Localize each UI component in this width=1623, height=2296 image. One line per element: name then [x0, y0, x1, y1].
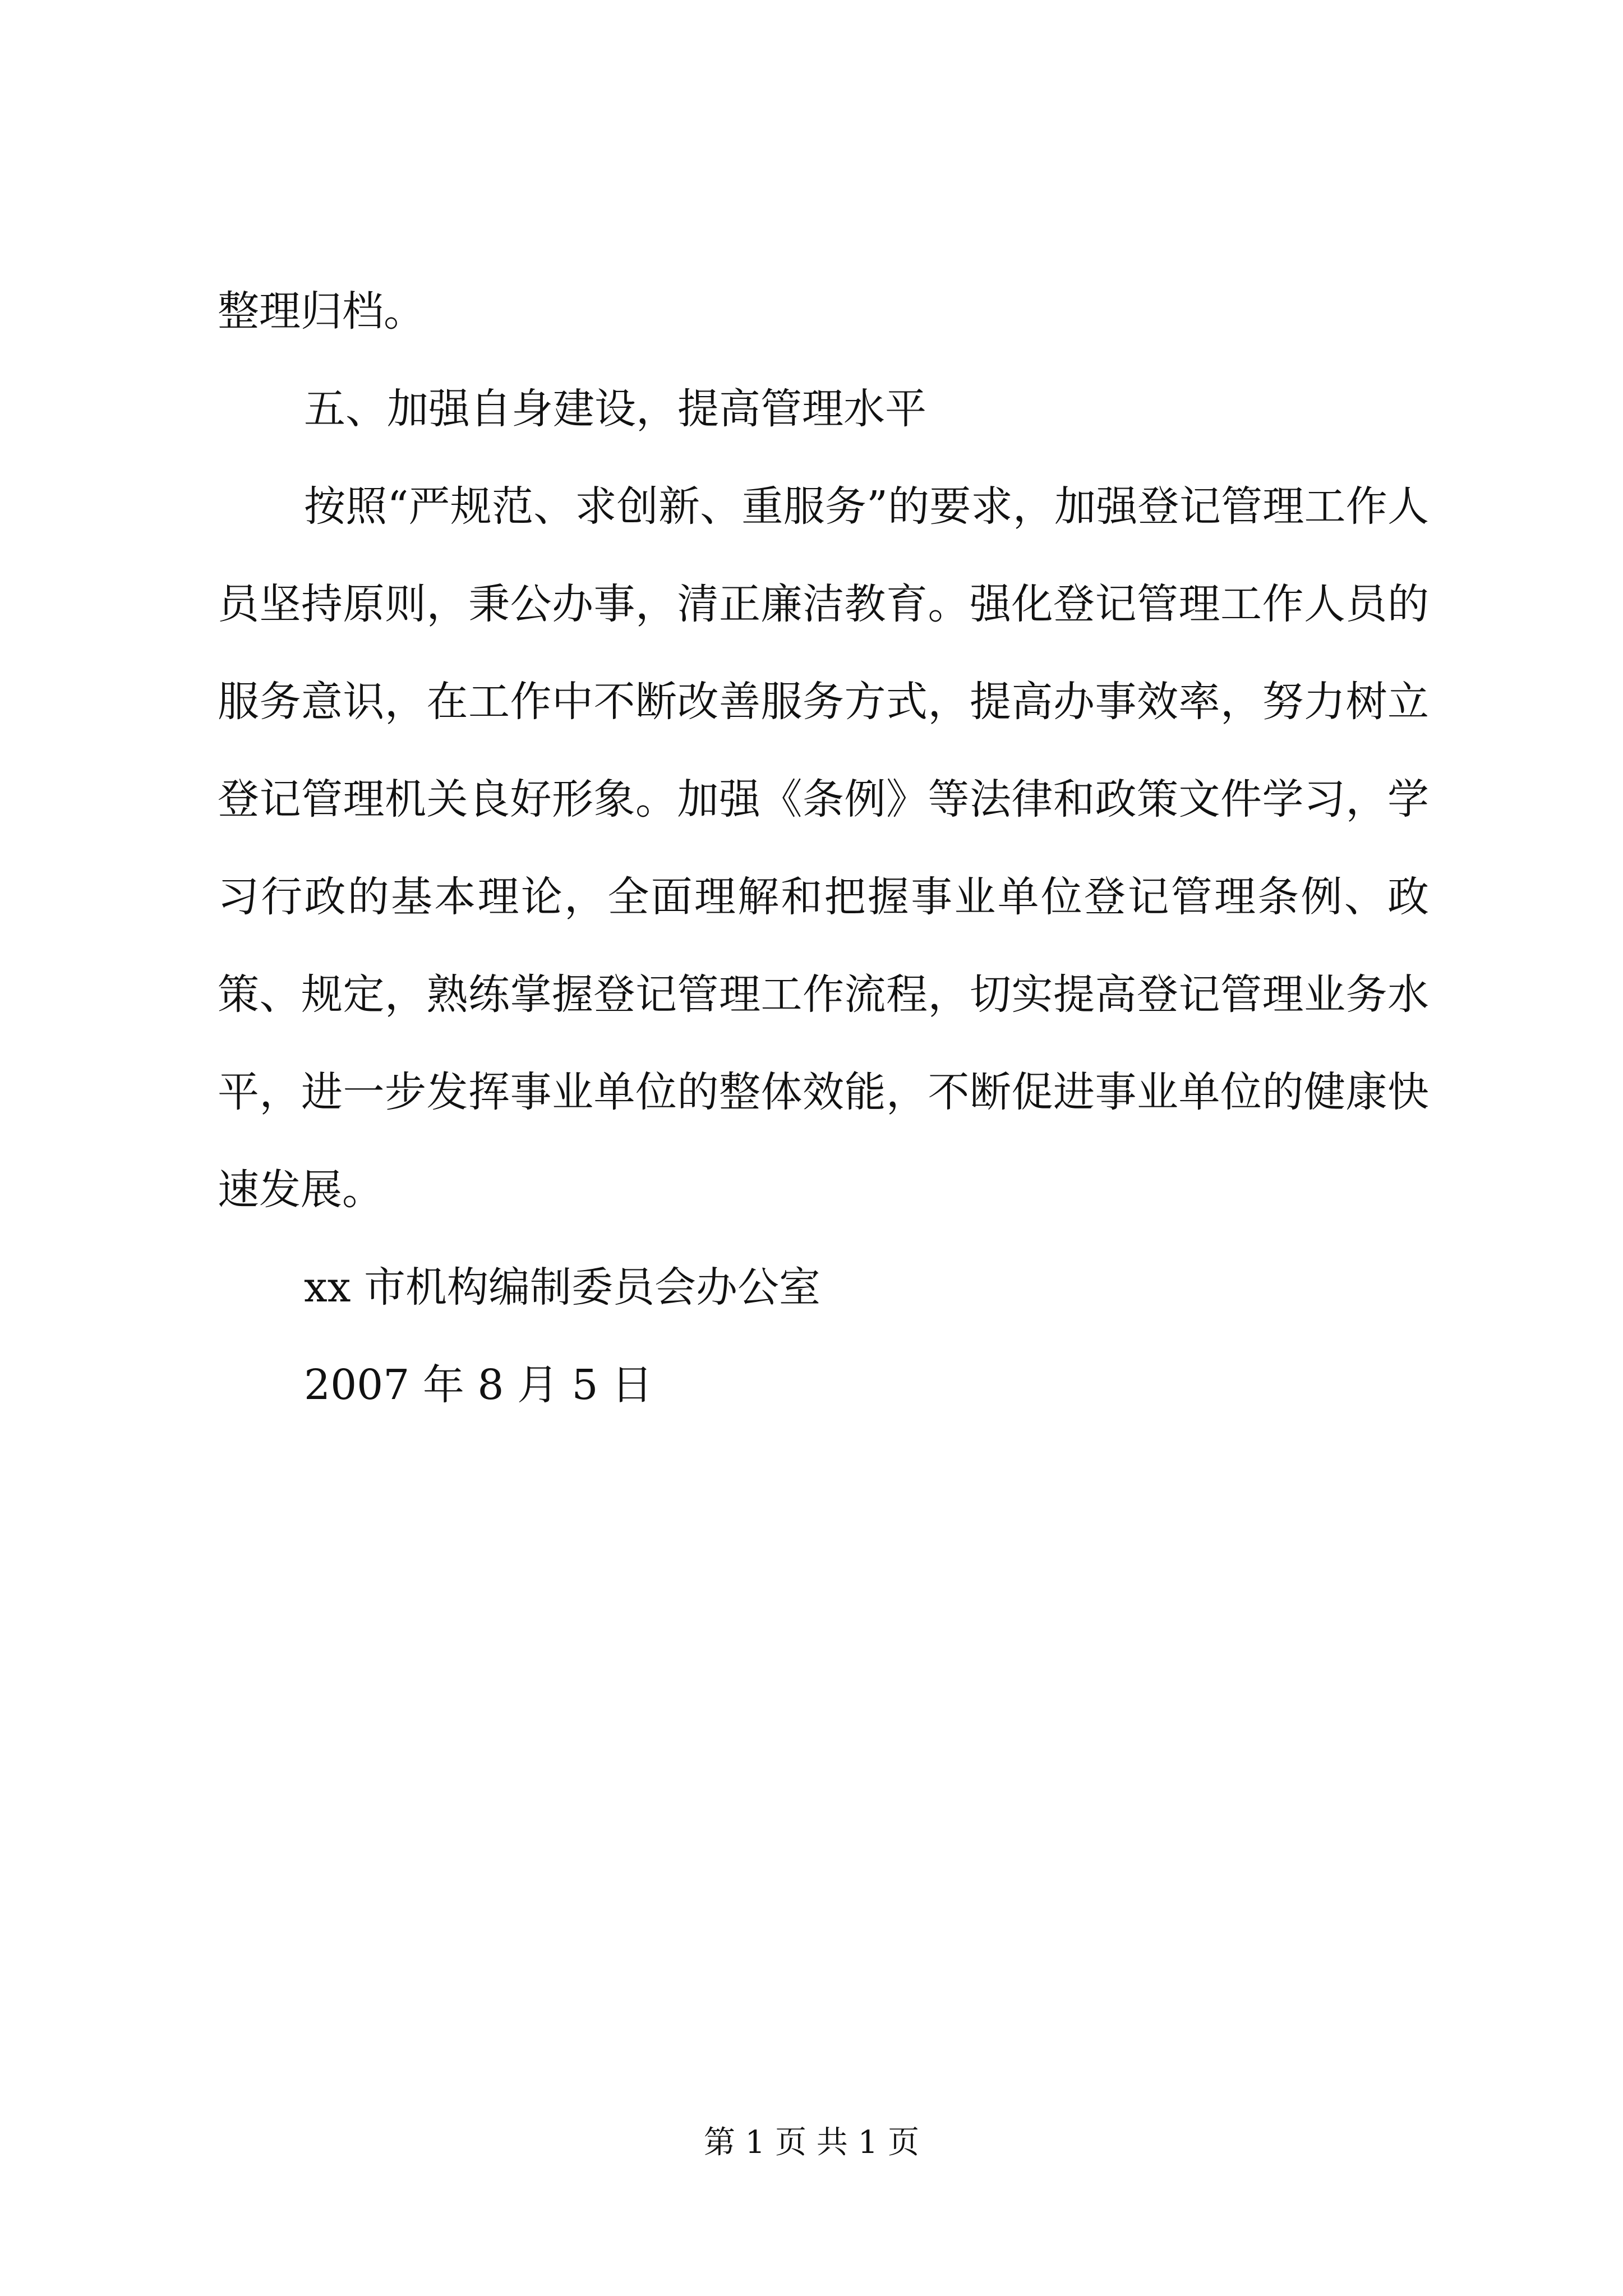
body-paragraph: 按照“严规范、求创新、重服务”的要求，加强登记管理工作人员坚持原则，秉公办事，清正廉洁教育。强化登记管理工作人员的服务意识，在工作中不断改善服务方式，提高办事效率，努力树立登记管理机关良好形象。加强《条例》等法律和政策文件学习，学习行政的基本理论，全面理解和把握事业单位登记管理条例、政策、规定，熟练掌握登记管理工作流程，切实提高登记管理业务水平，进一步发挥事业单位的整体效能，不断促进事业单位的健康快速发展。 — [218, 482, 1429, 1214]
signature-date: 2007 年 8 月 5 日 — [304, 1361, 653, 1409]
document-body — [218, 263, 1429, 1434]
signature-organization: xx 市机构编制委员会办公室 — [304, 1263, 820, 1312]
continuation-line: 整理归档。 — [218, 287, 425, 335]
page-footer: 第 1 页 共 1 页 — [703, 2124, 920, 2161]
section-heading: 五、加强自身建设，提高管理水平 — [304, 385, 926, 433]
